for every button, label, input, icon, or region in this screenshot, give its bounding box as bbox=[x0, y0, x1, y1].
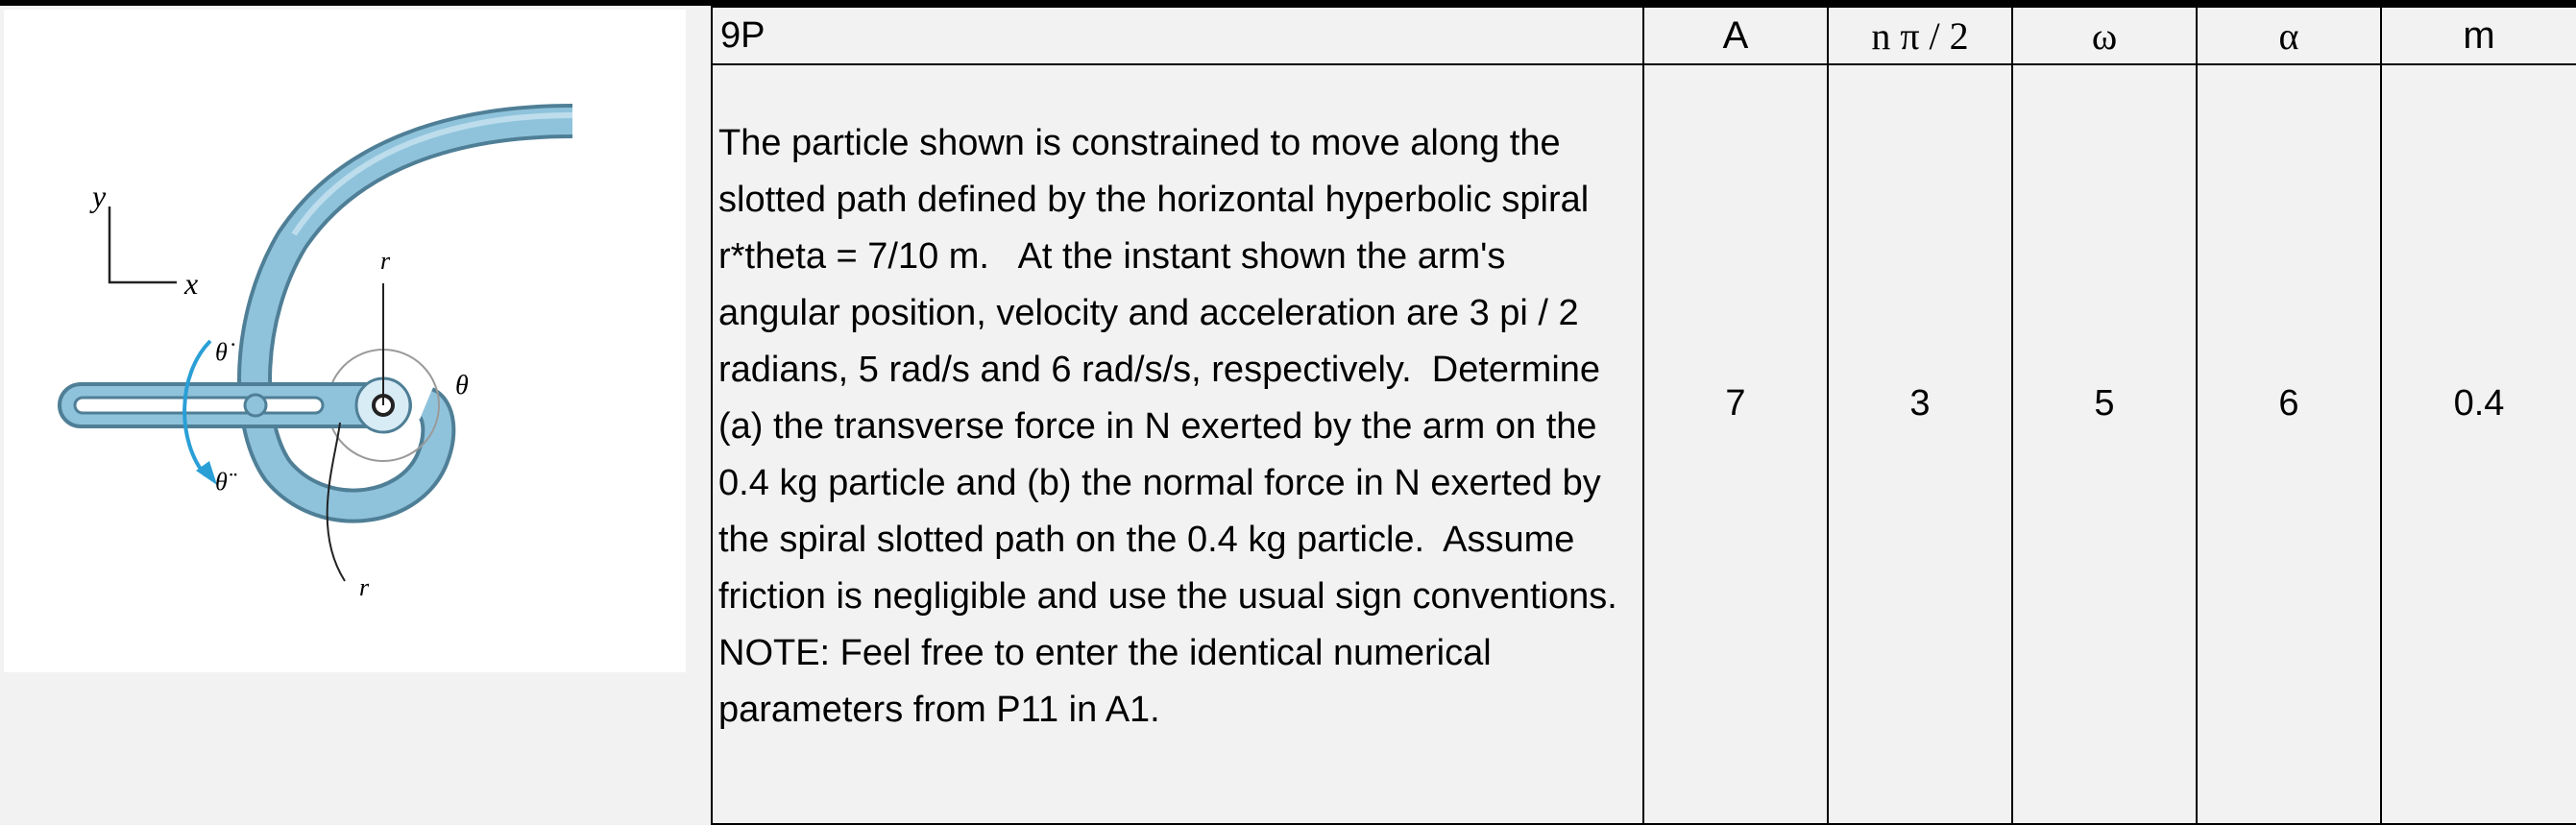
spiral-slot-diagram bbox=[4, 10, 686, 672]
r-label-top: r bbox=[380, 247, 391, 275]
particle bbox=[245, 395, 266, 416]
parameter-table bbox=[711, 6, 2576, 825]
value-n: 3 bbox=[1828, 64, 2012, 824]
col-header-A: A bbox=[1643, 7, 1828, 64]
table-header-row bbox=[712, 7, 2576, 64]
problem-statement-cell bbox=[712, 64, 1643, 824]
col-header-omega: ω bbox=[2012, 7, 2197, 64]
theta-label: θ bbox=[455, 371, 469, 400]
value-m: 0.4 bbox=[2381, 64, 2576, 824]
problem-statement: The particle shown is constrained to move along the slotted path defined by the horizontal hyperbolic spiral r*theta = 7/10 m. At the instant shown the arm's angular position, velocity and acceleration are 3 pi / 2 radians, 5 rad/s and 6 rad/s/s, respectively. Determine (a) the transverse force in N exerted by the arm on the 0.4 kg particle and (b) the normal force in N exerted by the spiral slotted path on the 0.4 kg particle. Assume friction is negligible and use the usual sign conventions. NOTE: Feel free to enter the identical numerical parameters from P11 in A1. bbox=[718, 123, 1628, 730]
problem-code: 9P bbox=[712, 7, 1643, 64]
spiral-slot-path bbox=[255, 121, 572, 506]
col-header-alpha: α bbox=[2197, 7, 2381, 64]
col-header-n: n π / 2 bbox=[1828, 7, 2012, 64]
theta-ddot-label: θ̈ bbox=[215, 468, 228, 496]
arm-slot bbox=[75, 398, 323, 413]
theta-dot-label: θ̇ bbox=[215, 338, 228, 366]
value-omega: 5 bbox=[2012, 64, 2197, 824]
r-label-bottom: r bbox=[359, 573, 370, 601]
problem-figure bbox=[4, 10, 686, 672]
col-header-m: m bbox=[2381, 7, 2576, 64]
y-axis-label: y bbox=[92, 179, 107, 213]
x-axis-label: x bbox=[184, 266, 199, 301]
table-row bbox=[712, 64, 2576, 824]
value-A: 7 bbox=[1643, 64, 1828, 824]
value-alpha: 6 bbox=[2197, 64, 2381, 824]
spiral-slot-fill bbox=[255, 121, 572, 506]
